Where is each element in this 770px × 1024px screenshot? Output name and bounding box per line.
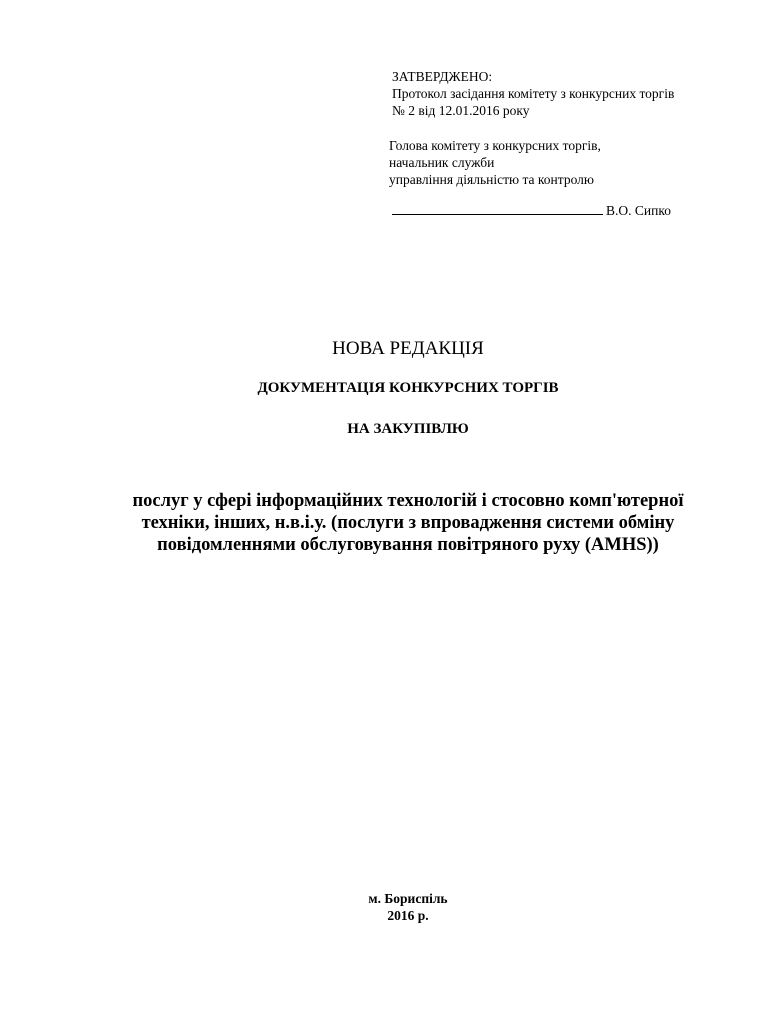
procurement-heading: НА ЗАКУПІВЛЮ xyxy=(347,421,469,437)
documentation-title: ДОКУМЕНТАЦІЯ КОНКУРСНИХ ТОРГІВ xyxy=(257,380,559,396)
place-name: м. Бориспіль xyxy=(368,891,448,906)
approval-protocol: Протокол засідання комітету з конкурсних торгів xyxy=(392,86,675,101)
place-and-year xyxy=(23,890,770,924)
approval-protocol-number: № 2 від 12.01.2016 року xyxy=(392,103,530,118)
subject-line-3: повідомленнями обслуговування повітряного руху (AMHS)) xyxy=(157,535,659,555)
subject-line-2: техніки, інших, н.в.і.у. (послуги з впровадження системи обміну xyxy=(141,513,675,533)
procurement-subject xyxy=(23,490,770,556)
approval-block xyxy=(392,68,674,119)
committee-head-department: управління діяльністю та контролю xyxy=(389,172,594,187)
committee-head-block xyxy=(389,137,601,188)
signatory-name: В.О. Сипко xyxy=(606,203,671,218)
subject-line-1: послуг у сфері інформаційних технологій і стосовно комп'ютерної xyxy=(132,491,684,511)
signature-line xyxy=(392,202,671,219)
committee-head-position: начальник служби xyxy=(389,155,495,170)
document-year: 2016 р. xyxy=(387,908,429,923)
committee-head-title: Голова комітету з конкурсних торгів, xyxy=(389,138,601,153)
approval-heading: ЗАТВЕРДЖЕНО: xyxy=(392,69,493,84)
new-edition-heading: НОВА РЕДАКЦІЯ xyxy=(332,338,484,359)
signature-blank xyxy=(392,202,603,215)
